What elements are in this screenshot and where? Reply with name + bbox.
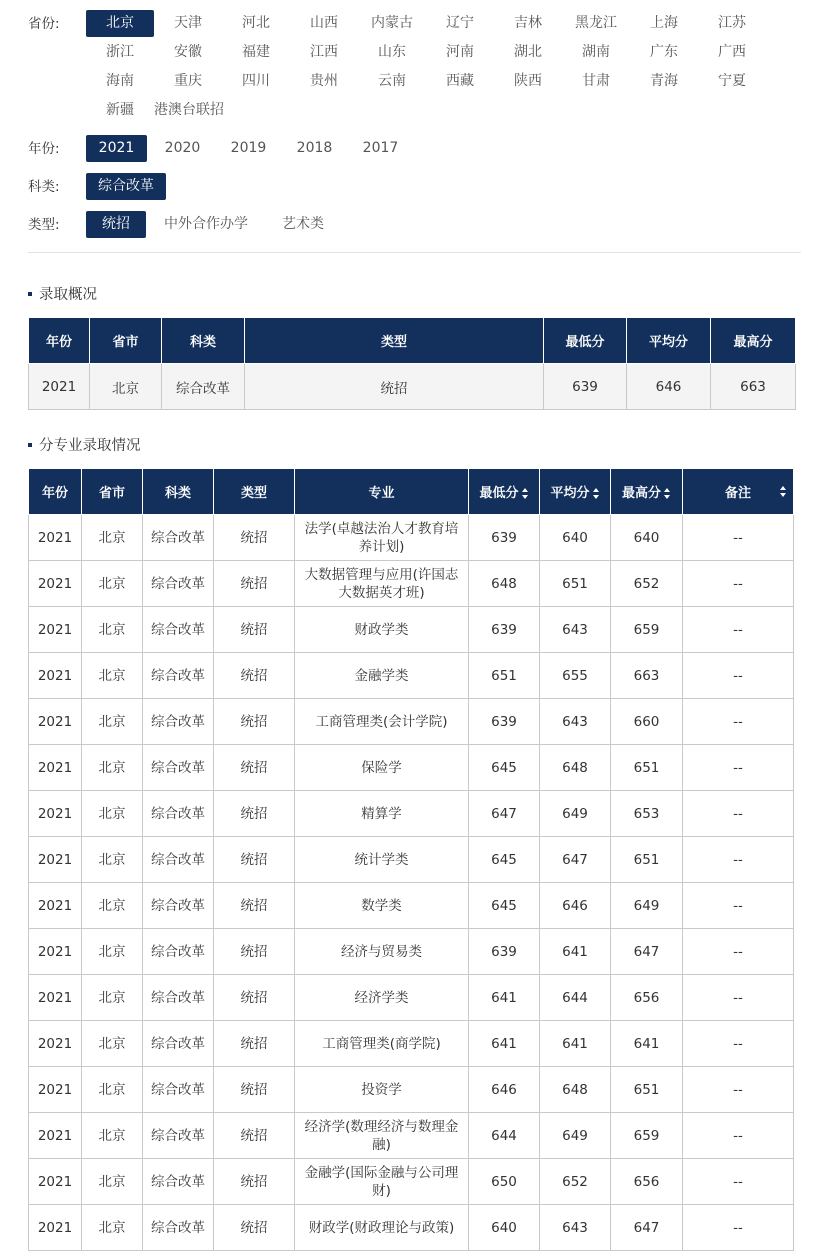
province-option[interactable]: 河南 <box>446 44 474 60</box>
province-option[interactable]: 西藏 <box>446 73 474 89</box>
major-cell: 2021 <box>29 699 82 745</box>
major-cell: 648 <box>469 561 540 607</box>
header-label: 省市 <box>98 486 125 501</box>
major-cell: 648 <box>540 1067 611 1113</box>
table-row <box>29 1159 794 1205</box>
province-option[interactable]: 重庆 <box>174 73 202 89</box>
major-cell: 统招 <box>214 699 295 745</box>
province-option[interactable]: 江西 <box>310 44 338 60</box>
overview-cell: 统招 <box>245 364 544 410</box>
province-option[interactable]: 安徽 <box>174 44 202 60</box>
major-cell: 综合改革 <box>143 745 214 791</box>
major-cell: -- <box>683 1067 794 1113</box>
major-cell: 649 <box>540 791 611 837</box>
header-label: 科类 <box>164 486 191 501</box>
major-cell: 644 <box>469 1113 540 1159</box>
major-cell: 656 <box>611 975 683 1021</box>
major-cell: 北京 <box>82 561 143 607</box>
major-cell: 660 <box>611 699 683 745</box>
major-cell: 647 <box>540 837 611 883</box>
major-cell: 综合改革 <box>143 1159 214 1205</box>
major-cell: 649 <box>611 883 683 929</box>
major-cell: 综合改革 <box>143 929 214 975</box>
province-option[interactable]: 湖北 <box>514 44 542 60</box>
header-label: 最低分 <box>479 486 519 501</box>
major-cell: -- <box>683 1205 794 1251</box>
major-cell: 综合改革 <box>143 1205 214 1251</box>
table-row <box>29 561 794 607</box>
major-cell: 647 <box>611 929 683 975</box>
major-cell: -- <box>683 883 794 929</box>
major-cell: 641 <box>540 1021 611 1067</box>
major-cell: 统招 <box>214 929 295 975</box>
major-name-cell: 投资学 <box>295 1067 469 1113</box>
major-name-cell: 经济学(数理经济与数理金融) <box>295 1113 469 1159</box>
major-cell: 统招 <box>214 1113 295 1159</box>
major-header-cell <box>214 469 295 515</box>
major-cell: 北京 <box>82 975 143 1021</box>
major-cell: 北京 <box>82 1205 143 1251</box>
overview-header-cell: 最低分 <box>544 318 627 364</box>
type-option[interactable]: 艺术类 <box>282 216 324 232</box>
province-option[interactable]: 北京 <box>86 10 154 37</box>
overview-header-cell: 平均分 <box>627 318 711 364</box>
major-cell: -- <box>683 975 794 1021</box>
major-cell: 综合改革 <box>143 883 214 929</box>
province-option[interactable]: 山西 <box>310 15 338 31</box>
major-cell: 663 <box>611 653 683 699</box>
province-option[interactable]: 广西 <box>718 44 746 60</box>
major-cell: 2021 <box>29 515 82 561</box>
major-cell: 639 <box>469 607 540 653</box>
major-cell: 北京 <box>82 745 143 791</box>
province-option[interactable]: 吉林 <box>514 15 542 31</box>
province-option[interactable]: 湖南 <box>582 44 610 60</box>
major-header-cell <box>143 469 214 515</box>
major-cell: 2021 <box>29 561 82 607</box>
province-option[interactable]: 新疆 <box>106 102 134 118</box>
major-cell: 652 <box>611 561 683 607</box>
overview-table <box>28 317 796 410</box>
major-cell: 北京 <box>82 1113 143 1159</box>
major-cell: -- <box>683 607 794 653</box>
major-cell: 2021 <box>29 1113 82 1159</box>
overview-header-cell: 科类 <box>162 318 245 364</box>
major-cell: -- <box>683 837 794 883</box>
major-header-cell[interactable] <box>469 469 540 515</box>
major-table <box>28 468 794 1251</box>
province-option[interactable]: 甘肃 <box>582 73 610 89</box>
major-cell: 645 <box>469 745 540 791</box>
table-row <box>29 607 794 653</box>
header-label: 专业 <box>368 486 395 501</box>
province-option[interactable]: 辽宁 <box>446 15 474 31</box>
major-cell: 北京 <box>82 929 143 975</box>
major-cell: 统招 <box>214 791 295 837</box>
province-option[interactable]: 港澳台联招 <box>154 102 224 118</box>
table-row <box>29 929 794 975</box>
major-cell: -- <box>683 653 794 699</box>
major-name-cell: 经济与贸易类 <box>295 929 469 975</box>
major-cell: 645 <box>469 883 540 929</box>
sort-icon[interactable] <box>593 488 600 499</box>
major-header-cell[interactable] <box>611 469 683 515</box>
overview-cell: 北京 <box>90 364 162 410</box>
major-cell: 北京 <box>82 837 143 883</box>
table-row <box>29 515 794 561</box>
sort-icon[interactable] <box>522 488 529 499</box>
major-cell: 640 <box>469 1205 540 1251</box>
province-option[interactable]: 江苏 <box>718 15 746 31</box>
major-cell: 641 <box>540 929 611 975</box>
major-cell: 2021 <box>29 837 82 883</box>
major-name-cell: 金融学(国际金融与公司理财) <box>295 1159 469 1205</box>
major-cell: 综合改革 <box>143 607 214 653</box>
major-cell: -- <box>683 699 794 745</box>
major-cell: 2021 <box>29 975 82 1021</box>
header-label: 类型 <box>240 486 267 501</box>
major-cell: 659 <box>611 607 683 653</box>
province-option[interactable]: 四川 <box>242 73 270 89</box>
major-cell: 656 <box>611 1159 683 1205</box>
major-cell: 2021 <box>29 791 82 837</box>
overview-header-cell: 省市 <box>90 318 162 364</box>
major-cell: 644 <box>540 975 611 1021</box>
major-cell: 统招 <box>214 1205 295 1251</box>
major-name-cell: 精算学 <box>295 791 469 837</box>
overview-body <box>29 364 796 410</box>
major-cell: 640 <box>540 515 611 561</box>
major-cell: 统招 <box>214 607 295 653</box>
major-cell: 651 <box>611 1067 683 1113</box>
province-option[interactable]: 天津 <box>174 15 202 31</box>
major-header-row <box>29 469 794 515</box>
province-option[interactable]: 云南 <box>378 73 406 89</box>
major-cell: 统招 <box>214 837 295 883</box>
overview-section-title <box>28 283 97 304</box>
major-cell: 2021 <box>29 1159 82 1205</box>
major-cell: -- <box>683 515 794 561</box>
table-row <box>29 364 796 410</box>
header-label: 备注 <box>724 486 751 501</box>
major-cell: 655 <box>540 653 611 699</box>
major-cell: 综合改革 <box>143 1113 214 1159</box>
major-cell: 647 <box>611 1205 683 1251</box>
province-option[interactable]: 青海 <box>650 73 678 89</box>
type-filter <box>28 211 342 239</box>
major-cell: 统招 <box>214 883 295 929</box>
major-cell: 652 <box>540 1159 611 1205</box>
major-cell: 2021 <box>29 607 82 653</box>
overview-cell: 2021 <box>29 364 90 410</box>
header-label: 年份 <box>41 486 68 501</box>
major-cell: 2021 <box>29 883 82 929</box>
major-header-cell <box>82 469 143 515</box>
major-cell: 639 <box>469 699 540 745</box>
table-row <box>29 883 794 929</box>
major-cell: 北京 <box>82 1067 143 1113</box>
overview-cell: 综合改革 <box>162 364 245 410</box>
table-row <box>29 1067 794 1113</box>
type-option[interactable]: 中外合作办学 <box>164 216 248 232</box>
subject-filter <box>28 173 166 201</box>
major-cell: 2021 <box>29 653 82 699</box>
major-cell: 659 <box>611 1113 683 1159</box>
major-cell: -- <box>683 561 794 607</box>
subject-option[interactable]: 综合改革 <box>86 173 166 200</box>
province-option[interactable]: 海南 <box>106 73 134 89</box>
province-option[interactable]: 内蒙古 <box>371 15 413 31</box>
major-cell: -- <box>683 791 794 837</box>
bullet-icon <box>28 443 32 447</box>
table-row <box>29 745 794 791</box>
major-cell: 北京 <box>82 1159 143 1205</box>
subject-options <box>86 173 166 200</box>
major-cell: 651 <box>540 561 611 607</box>
year-option[interactable]: 2017 <box>362 140 399 156</box>
major-cell: 650 <box>469 1159 540 1205</box>
table-row <box>29 791 794 837</box>
major-cell: 综合改革 <box>143 653 214 699</box>
table-row <box>29 1113 794 1159</box>
table-row <box>29 699 794 745</box>
year-filter-label: 年份: <box>28 141 60 157</box>
major-cell: 639 <box>469 515 540 561</box>
major-name-cell: 大数据管理与应用(许国志大数据英才班) <box>295 561 469 607</box>
major-cell: 651 <box>469 653 540 699</box>
major-cell: 648 <box>540 745 611 791</box>
major-cell: 641 <box>611 1021 683 1067</box>
major-cell: -- <box>683 1113 794 1159</box>
province-option[interactable]: 浙江 <box>106 44 134 60</box>
table-row <box>29 975 794 1021</box>
major-header-cell[interactable] <box>540 469 611 515</box>
major-section-title <box>28 434 141 455</box>
province-option[interactable]: 宁夏 <box>718 73 746 89</box>
major-cell: 646 <box>469 1067 540 1113</box>
overview-header-cell: 类型 <box>245 318 544 364</box>
major-cell: 北京 <box>82 653 143 699</box>
major-cell: 统招 <box>214 515 295 561</box>
overview-title-text: 录取概况 <box>39 287 97 303</box>
major-name-cell: 工商管理类(会计学院) <box>295 699 469 745</box>
table-row <box>29 1021 794 1067</box>
major-name-cell: 财政学类 <box>295 607 469 653</box>
table-row <box>29 653 794 699</box>
bullet-icon <box>28 292 32 296</box>
year-option[interactable]: 2020 <box>164 140 201 156</box>
sort-icon[interactable] <box>780 486 787 497</box>
major-cell: 统招 <box>214 653 295 699</box>
major-cell: 651 <box>611 745 683 791</box>
province-filter-label: 省份: <box>28 16 60 32</box>
year-options <box>86 135 416 162</box>
province-filter <box>28 10 786 124</box>
year-option[interactable]: 2019 <box>230 140 267 156</box>
sort-icon[interactable] <box>664 488 671 499</box>
major-cell: 综合改革 <box>143 837 214 883</box>
major-cell: 641 <box>469 1021 540 1067</box>
type-filter-label: 类型: <box>28 217 60 233</box>
major-cell: 2021 <box>29 1021 82 1067</box>
major-cell: -- <box>683 929 794 975</box>
divider <box>28 252 801 253</box>
major-name-cell: 统计学类 <box>295 837 469 883</box>
major-cell: 2021 <box>29 745 82 791</box>
major-name-cell: 法学(卓越法治人才教育培养计划) <box>295 515 469 561</box>
year-filter <box>28 135 416 163</box>
major-name-cell: 经济学类 <box>295 975 469 1021</box>
major-cell: 2021 <box>29 1205 82 1251</box>
major-cell: 北京 <box>82 791 143 837</box>
major-cell: 统招 <box>214 561 295 607</box>
overview-header-row <box>29 318 796 364</box>
major-cell: -- <box>683 745 794 791</box>
province-option[interactable]: 上海 <box>650 15 678 31</box>
major-cell: -- <box>683 1159 794 1205</box>
major-cell: 2021 <box>29 929 82 975</box>
province-option[interactable]: 山东 <box>378 44 406 60</box>
major-cell: 综合改革 <box>143 791 214 837</box>
province-options <box>86 10 786 124</box>
major-cell: 2021 <box>29 1067 82 1113</box>
major-cell: 统招 <box>214 1067 295 1113</box>
table-row <box>29 837 794 883</box>
major-cell: 649 <box>540 1113 611 1159</box>
major-title-text: 分专业录取情况 <box>39 438 141 454</box>
major-cell: 653 <box>611 791 683 837</box>
type-option[interactable]: 统招 <box>86 211 146 238</box>
major-name-cell: 保险学 <box>295 745 469 791</box>
major-cell: 北京 <box>82 699 143 745</box>
major-cell: 645 <box>469 837 540 883</box>
province-option[interactable]: 河北 <box>242 15 270 31</box>
major-name-cell: 金融学类 <box>295 653 469 699</box>
major-cell: 639 <box>469 929 540 975</box>
header-label: 平均分 <box>550 486 590 501</box>
header-label: 最高分 <box>621 486 661 501</box>
year-option[interactable]: 2021 <box>86 135 147 162</box>
major-name-cell: 财政学(财政理论与政策) <box>295 1205 469 1251</box>
major-cell: 北京 <box>82 607 143 653</box>
major-cell: 统招 <box>214 1021 295 1067</box>
major-name-cell: 数学类 <box>295 883 469 929</box>
province-option[interactable]: 福建 <box>242 44 270 60</box>
overview-cell: 663 <box>711 364 796 410</box>
major-name-cell: 工商管理类(商学院) <box>295 1021 469 1067</box>
major-cell: 651 <box>611 837 683 883</box>
overview-cell: 639 <box>544 364 627 410</box>
major-header-cell <box>295 469 469 515</box>
major-cell: 综合改革 <box>143 1067 214 1113</box>
major-cell: 643 <box>540 607 611 653</box>
major-cell: -- <box>683 1021 794 1067</box>
year-option[interactable]: 2018 <box>296 140 333 156</box>
major-header-cell <box>29 469 82 515</box>
major-cell: 统招 <box>214 745 295 791</box>
major-cell: 综合改革 <box>143 699 214 745</box>
major-cell: 647 <box>469 791 540 837</box>
major-cell: 643 <box>540 699 611 745</box>
subject-filter-label: 科类: <box>28 179 60 195</box>
table-row <box>29 1205 794 1251</box>
major-cell: 综合改革 <box>143 561 214 607</box>
major-cell: 综合改革 <box>143 1021 214 1067</box>
province-option[interactable]: 黑龙江 <box>575 15 617 31</box>
major-cell: 643 <box>540 1205 611 1251</box>
province-option[interactable]: 贵州 <box>310 73 338 89</box>
major-cell: 北京 <box>82 883 143 929</box>
overview-cell: 646 <box>627 364 711 410</box>
major-cell: 统招 <box>214 975 295 1021</box>
major-cell: 640 <box>611 515 683 561</box>
major-cell: 北京 <box>82 1021 143 1067</box>
major-cell: 综合改革 <box>143 515 214 561</box>
province-option[interactable]: 陕西 <box>514 73 542 89</box>
overview-header-cell: 年份 <box>29 318 90 364</box>
major-cell: 综合改革 <box>143 975 214 1021</box>
major-header-cell[interactable] <box>683 469 794 515</box>
major-cell: 641 <box>469 975 540 1021</box>
major-cell: 646 <box>540 883 611 929</box>
overview-header-cell: 最高分 <box>711 318 796 364</box>
major-cell: 北京 <box>82 515 143 561</box>
major-body <box>29 515 794 1251</box>
province-option[interactable]: 广东 <box>650 44 678 60</box>
major-cell: 统招 <box>214 1159 295 1205</box>
type-options <box>86 211 342 238</box>
